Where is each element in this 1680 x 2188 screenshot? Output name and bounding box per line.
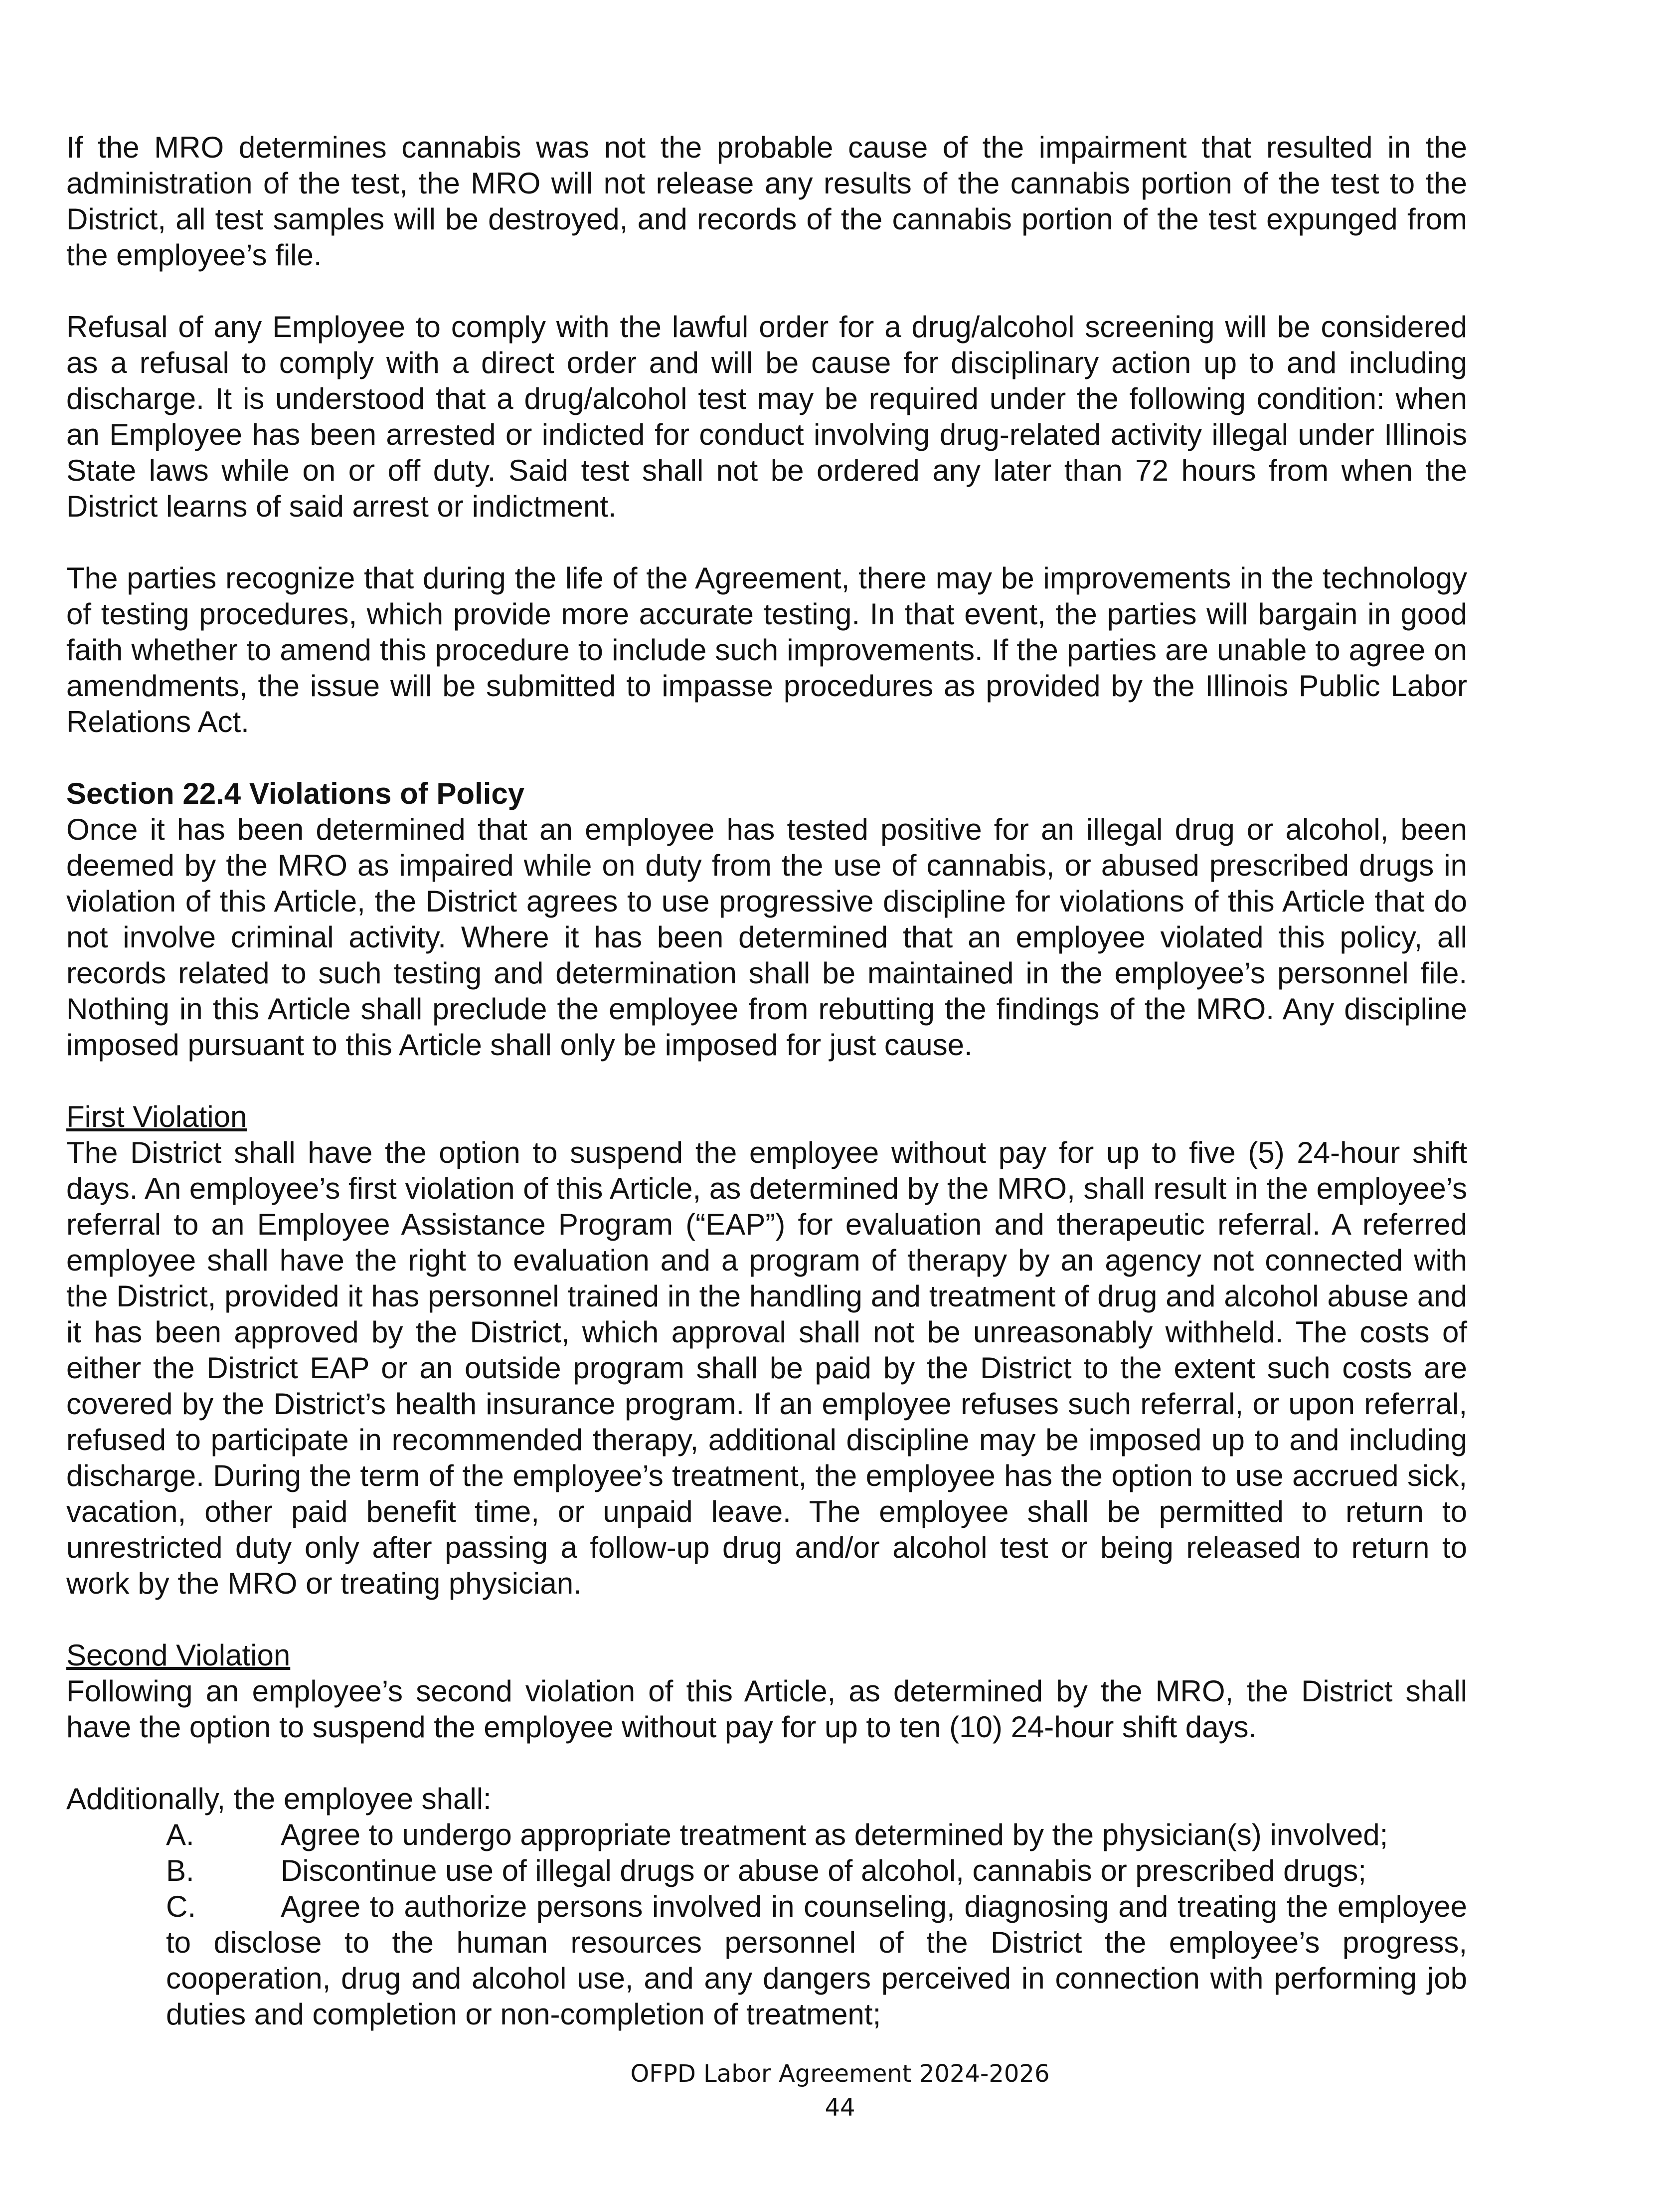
section-heading: Section 22.4 Violations of Policy	[66, 777, 525, 810]
paragraph-mro-cannabis: If the MRO determines cannabis was not the probable cause of the impairment that resulted in the administration of the test, the MRO will not release any results of the cannabis portion of the test to the District, all test samples will be destroyed, and records of the cannabis portion of the test expunged from the employee’s file.	[66, 131, 1467, 272]
first-violation-body: The District shall have the option to suspend the employee without pay for up to five (5) 24-hour shift days. An employee’s first violation of this Article, as determined by the MRO, shall result in the employee’s referral to an Employee Assistance Program (“EAP”) for evaluation and therapeutic referral. A referred employee shall have the right to evaluation and a program of therapy by an agency not connected with the District, provided it has personnel trained in the handling and treatment of drug and alcohol abuse and it has been approved by the District, which approval shall not be unreasonably withheld. The costs of either the District EAP or an outside program shall be paid by the District to the extent such costs are covered by the District’s health insurance program. If an employee refuses such referral, or upon referral, refused to participate in recommended therapy, additional discipline may be imposed up to and including discharge. During the term of the employee’s treatment, the employee has the option to use accrued sick, vacation, other paid benefit time, or unpaid leave. The employee shall be permitted to return to unrestricted duty only after passing a follow-up drug and/or alcohol test or being released to return to work by the MRO or treating physician.	[66, 1136, 1467, 1600]
footer-title: OFPD Labor Agreement 2024-2026	[630, 2060, 1050, 2088]
second-violation-heading: Second Violation	[66, 1639, 291, 1672]
list-letter: A.	[166, 1818, 194, 1851]
paragraph-refusal: Refusal of any Employee to comply with the lawful order for a drug/alcohol screening will be considered as a refusal to comply with a direct order and will be cause for disciplinary action up to and including discharge. It is understood that a drug/alcohol test may be required under the following condition: when an Employee has been arrested or indicted for conduct involving drug-related activity illegal under Illinois State laws while on or off duty. Said test shall not be ordered any later than 72 hours from when the District learns of said arrest or indictment.	[66, 310, 1467, 523]
list-text: Agree to undergo appropriate treatment as determined by the physician(s) involved;	[281, 1818, 1388, 1851]
list-text: Agree to authorize persons involved in counseling, diagnosing and treating the employee to disclose to the human resources personnel of the District the employee’s progress, cooperation, drug and alcohol use, and any dangers perceived in connection with performing job duties and completion or non-completion of treatment;	[166, 1890, 1467, 2031]
list-letter: B.	[166, 1854, 194, 1887]
list-item	[166, 1853, 1467, 1889]
list-item	[166, 1889, 1467, 2032]
list-text: Discontinue use of illegal drugs or abuse of alcohol, cannabis or prescribed drugs;	[281, 1854, 1366, 1887]
list-letter: C.	[166, 1890, 196, 1923]
additional-intro: Additionally, the employee shall:	[66, 1782, 492, 1816]
page-number: 44	[825, 2094, 855, 2122]
paragraph-technology: The parties recognize that during the life of the Agreement, there may be improvements in the technology of testing procedures, which provide more accurate testing. In that event, the parties will bargain in good faith whether to amend this procedure to include such improvements. If the parties are unable to agree on amendments, the issue will be submitted to impasse procedures as provided by the Illinois Public Labor Relations Act.	[66, 561, 1467, 738]
section-body: Once it has been determined that an employee has tested positive for an illegal drug or alcohol, been deemed by the MRO as impaired while on duty from the use of cannabis, or abused prescribed drugs in violation of this Article, the District agrees to use progressive discipline for violations of this Article that do not involve criminal activity. Where it has been determined that an employee violated this policy, all records related to such testing and determination shall be maintained in the employee’s personnel file. Nothing in this Article shall preclude the employee from rebutting the findings of the MRO. Any discipline imposed pursuant to this Article shall only be imposed for just cause.	[66, 813, 1467, 1062]
requirements-list	[66, 1817, 1467, 2032]
document-page	[66, 130, 1467, 2032]
first-violation-heading: First Violation	[66, 1100, 247, 1133]
second-violation-body: Following an employee’s second violation of this Article, as determined by the MRO, the District shall have the option to suspend the employee without pay for up to ten (10) 24-hour shift days.	[66, 1674, 1467, 1744]
list-item	[166, 1817, 1467, 1853]
page-footer	[0, 2057, 1680, 2125]
